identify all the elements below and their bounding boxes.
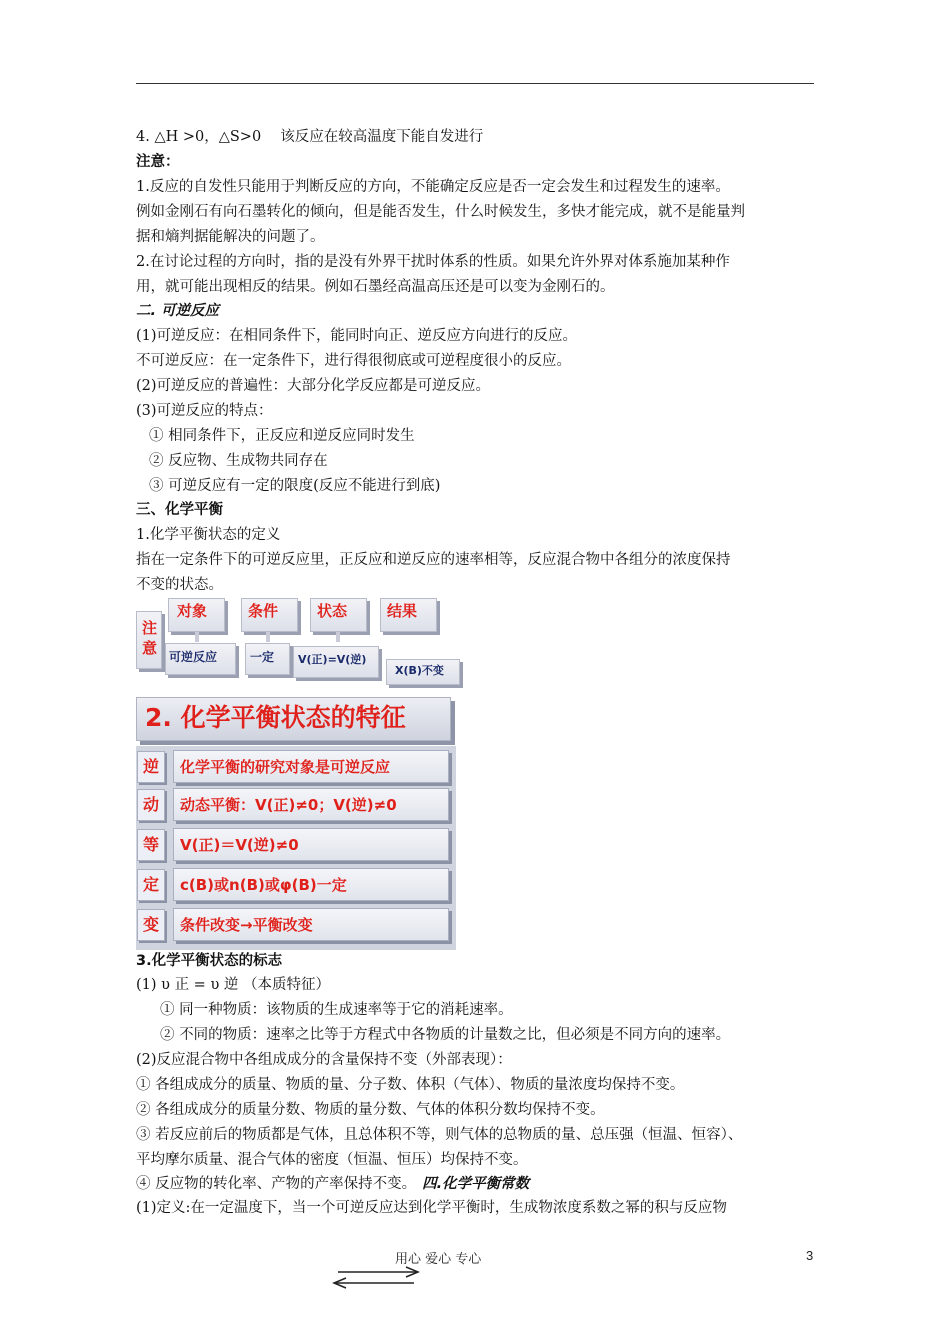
text-span: ④ 反应物的转化率、产物的产率保持不变。 bbox=[136, 1176, 417, 1192]
value-box bbox=[386, 659, 460, 685]
connector bbox=[266, 632, 270, 642]
text-line: 据和熵判据能解决的问题了。 bbox=[136, 229, 325, 245]
header-label: 结果 bbox=[387, 602, 418, 620]
text-line: ② 反应物、生成物共同存在 bbox=[149, 453, 328, 469]
text-line: ③ 可逆反应有一定的限度(反应不能进行到底) bbox=[149, 478, 441, 494]
feature-text: V(正)＝V(逆)≠0 bbox=[173, 828, 449, 861]
section-heading: 二. 可逆反应 bbox=[136, 303, 220, 319]
text-line bbox=[136, 1174, 529, 1194]
header-label: 状态 bbox=[317, 602, 348, 620]
feature-key: 逆 bbox=[137, 751, 165, 783]
note-side-box bbox=[136, 611, 162, 669]
text-line: 指在一定条件下的可逆反应里，正反应和逆反应的速率相等，反应混合物中各组分的浓度保持 bbox=[136, 552, 731, 568]
text-line: (2)可逆反应的普遍性：大部分化学反应都是可逆反应。 bbox=[136, 378, 491, 394]
section-heading-inline: 四.化学平衡常数 bbox=[422, 1176, 530, 1192]
text-line: (3)可逆反应的特点： bbox=[136, 403, 273, 419]
text-line: (1) υ 正 = υ 逆 （本质特征） bbox=[136, 977, 330, 993]
feature-key: 变 bbox=[137, 909, 165, 941]
footer-slogan: 用心 爱心 专心 bbox=[395, 1252, 482, 1267]
section-heading: 三、化学平衡 bbox=[136, 502, 223, 518]
header-box bbox=[168, 598, 225, 632]
feature-key: 定 bbox=[137, 869, 165, 901]
feature-text: 化学平衡的研究对象是可逆反应 bbox=[173, 750, 449, 783]
note-heading: 注意： bbox=[136, 154, 180, 170]
text-line: ① 相同条件下，正反应和逆反应同时发生 bbox=[149, 428, 415, 444]
value-box bbox=[165, 643, 236, 675]
header-rule bbox=[136, 83, 814, 84]
text-line: 不可逆反应：在一定条件下，进行得很彻底或可逆程度很小的反应。 bbox=[136, 353, 571, 369]
feature-text: c(B)或n(B)或φ(B)一定 bbox=[173, 868, 449, 901]
feature-text: 动态平衡：V(正)≠0；V(逆)≠0 bbox=[173, 788, 449, 821]
text-line: 1.化学平衡状态的定义 bbox=[136, 527, 281, 543]
header-box bbox=[241, 598, 298, 632]
value-box bbox=[245, 643, 290, 675]
text-line: (1)可逆反应：在相同条件下，能同时向正、逆反应方向进行的反应。 bbox=[136, 328, 578, 344]
value-label: V(正)=V(逆) bbox=[298, 653, 367, 666]
text-line: ② 各组成成分的质量分数、物质的量分数、气体的体积分数均保持不变。 bbox=[136, 1102, 605, 1118]
feature-text: 条件改变→平衡改变 bbox=[173, 908, 449, 941]
text-line: ② 不同的物质：速率之比等于方程式中各物质的计量数之比，但必须是不同方向的速率。 bbox=[160, 1027, 731, 1043]
text-line: 2.在讨论过程的方向时，指的是没有外界干扰时体系的性质。如果允许外界对体系施加某种作 bbox=[136, 254, 730, 270]
text-line: 平均摩尔质量、混合气体的密度（恒温、恒压）均保持不变。 bbox=[136, 1152, 528, 1168]
value-label: 可逆反应 bbox=[169, 650, 218, 664]
header-label: 条件 bbox=[248, 602, 279, 620]
text-line: 4. △H >0，△S>0 该反应在较高温度下能自发进行 bbox=[136, 129, 484, 145]
footer-arrows-icon bbox=[330, 1266, 422, 1290]
feature-key: 等 bbox=[137, 829, 165, 861]
features-title: 2. 化学平衡状态的特征 bbox=[145, 703, 406, 732]
text-line: 不变的状态。 bbox=[136, 577, 223, 593]
text-line: 例如金刚石有向石墨转化的倾向，但是能否发生，什么时候发生，多快才能完成，就不是能量判 bbox=[136, 204, 745, 220]
text-line: (1)定义:在一定温度下，当一个可逆反应达到化学平衡时，生成物浓度系数之幂的积与反应物 bbox=[136, 1200, 727, 1216]
connector bbox=[336, 632, 340, 642]
text-line: 1.反应的自发性只能用于判断反应的方向，不能确定反应是否一定会发生和过程发生的速率。 bbox=[136, 179, 730, 195]
text-line: ③ 若反应前后的物质都是气体，且总体积不等，则气体的总物质的量、总压强（恒温、恒容）、 bbox=[136, 1127, 743, 1143]
section-heading: 3.化学平衡状态的标志 bbox=[136, 953, 283, 969]
text-line: ① 同一种物质：该物质的生成速率等于它的消耗速率。 bbox=[160, 1002, 513, 1018]
value-label: 一定 bbox=[250, 650, 275, 664]
connector bbox=[195, 632, 199, 642]
text-line: (2)反应混合物中各组成成分的含量保持不变（外部表现）： bbox=[136, 1052, 512, 1068]
page-number: 3 bbox=[806, 1248, 814, 1263]
header-label: 对象 bbox=[177, 602, 208, 620]
value-box bbox=[293, 646, 379, 678]
note-side-label: 注意 bbox=[142, 619, 158, 657]
feature-key: 动 bbox=[137, 789, 165, 821]
value-label: X(B)不变 bbox=[395, 664, 444, 677]
header-box bbox=[380, 598, 437, 632]
header-box bbox=[310, 598, 367, 632]
text-line: 用，就可能出现相反的结果。例如石墨经高温高压还是可以变为金刚石的。 bbox=[136, 279, 615, 295]
text-line: ① 各组成成分的质量、物质的量、分子数、体积（气体）、物质的量浓度均保持不变。 bbox=[136, 1077, 685, 1093]
